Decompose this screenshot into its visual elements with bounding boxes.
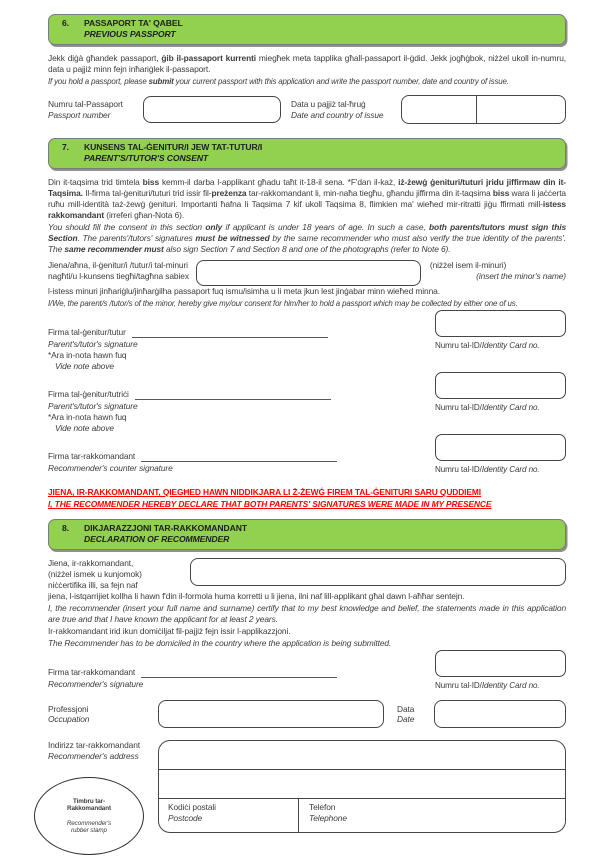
declaration-english: I, THE RECOMMENDER HEREBY DECLARE THAT BOTH PARENTS' SIGNATURES WERE MADE IN MY PRESENCE [48, 499, 492, 509]
declaration-text-maltese-2: Ir-rakkomandant irid ikun domiċiljat fil-pajjiż fejn issir l-applikazzjoni. [48, 626, 291, 636]
recommender-counter-id-card-input[interactable] [435, 434, 566, 461]
section-7-header [48, 138, 566, 169]
parent2-vide-note-english: Vide note above [55, 423, 114, 433]
parent2-id-card-label: Numru tal-ID/Identity Card no. [435, 403, 540, 412]
recommender-counter-id-card-label: Numru tal-ID/Identity Card no. [435, 465, 540, 474]
postcode-label-english: Postcode [168, 812, 203, 823]
postcode-input[interactable] [159, 799, 299, 832]
parent1-vide-note-english: Vide note above [55, 361, 114, 371]
parent1-id-card-label: Numru tal-ID/Identity Card no. [435, 341, 540, 350]
issue-date-country-label: Data u pajjiż tal-ħruġ Date and country of issue [291, 99, 384, 120]
parent2-signature-line[interactable] [135, 390, 331, 400]
section-8-title-english: DECLARATION OF RECOMMENDER [84, 534, 230, 544]
parent2-signature-sublabel: Parent's/tutor's signature [48, 401, 138, 411]
parent2-vide-note-maltese: *Ara in-nota hawn fuq [48, 412, 127, 422]
passport-number-input[interactable] [143, 96, 281, 123]
rubber-stamp-label-maltese: Timbru tar- Rakkomandant [67, 797, 111, 813]
section-8-number: 8. [62, 523, 69, 533]
consent-lead-text: Jiena/aħna, il-ġenitur/i /tutur/i tal-minuri nagħti/u l-kunsens tiegħi/tagħna sabiex [48, 260, 189, 281]
recommender-signature-sublabel: Recommender's signature [48, 679, 144, 689]
recommender-id-card-label: Numru tal-ID/Identity Card no. [435, 681, 540, 690]
recommender-id-card-input[interactable] [435, 650, 566, 677]
occupation-label: Professjoni Occupation [48, 703, 90, 724]
section-6-title-maltese: PASSAPORT TA' QABEL [84, 18, 183, 28]
recommender-counter-signature-group [48, 434, 566, 475]
postcode-label-maltese: Kodiċi postali [168, 802, 216, 812]
section-7-instructions-english: You should fill the consent in this section only if applicant is under 18 years of age. In such a case, both parents/tutors must sign this Section. The parents'/tutors' signatures must be witnessed by the same recommender who must also verify the true identity of the parents'. The same recommender must also sign Section 7 and Section 8 and one of the photographs (refer to Note 6). [48, 222, 566, 254]
recommender-counter-signature-sublabel: Recommender's counter signature [48, 463, 173, 473]
address-label-maltese: Indirizz tar-rakkomandant [48, 740, 140, 750]
consent-continuation-maltese: l-istess minuri jinħariġlu/jinħarġilha passaport fuq ismu/isimha u li meta jkun lest jinġabar minn wieħed minna. [48, 286, 440, 296]
consent-continuation-english: I/We, the parent/s /tutor/s of the minor, hereby give my/our consent for him/her to hold a passport which may be collected by either one of us. [48, 299, 518, 308]
parent1-signature-line[interactable] [132, 328, 328, 338]
section-7-number: 7. [62, 142, 69, 152]
section-6-header [48, 14, 566, 45]
occupation-input[interactable] [158, 700, 384, 728]
occupation-date-row [48, 700, 566, 728]
issue-date-input[interactable] [402, 96, 477, 123]
address-line2-input[interactable] [159, 770, 565, 799]
issue-date-country-box [401, 95, 566, 124]
address-label-english: Recommender's address [48, 751, 139, 761]
parent1-signature-label: Firma tal-ġenitur/tutur [48, 327, 126, 337]
minor-name-note: (niżżel isem il-minuri) (insert the minor's name) [429, 260, 566, 281]
date-label: Data Date [397, 703, 415, 724]
minor-consent-row [48, 260, 566, 286]
rubber-stamp-area [34, 777, 144, 855]
recommender-signature-label: Firma tar-rakkomandant [48, 667, 136, 677]
address-box [158, 740, 566, 833]
parent2-id-card-input[interactable] [435, 372, 566, 399]
date-input[interactable] [434, 700, 566, 728]
rubber-stamp-label-english: Recommender's rubber stamp [66, 819, 112, 834]
declaration-text-maltese-1: jiena, l-istqarrijiet kollha li hawn f'din il-formola huma korretti u li jiena, ilni naf lill-applikant għal dawn l-aħħar sentejn. [48, 591, 465, 601]
telephone-label-english: Telephone [309, 812, 347, 823]
recommender-address-block [48, 740, 566, 855]
recommender-counter-signature-line[interactable] [141, 452, 337, 462]
section-7-title-maltese: KUNSENS TAL-ĠENITUR/I JEW TAT-TUTUR/I [84, 142, 263, 152]
telephone-label-maltese: Telefon [309, 802, 336, 812]
minor-name-input[interactable] [196, 260, 421, 286]
passport-number-label: Numru tal-Passaport Passport number [48, 99, 123, 120]
recommender-counter-signature-label: Firma tar-rakkomandant [48, 451, 136, 461]
declaration-text-english-1: I, the recommender (insert your full name and surname) certify that to my best knowledge and belief, the statements made in this application are true and that I have known the applicant for at least 2 years. [48, 603, 566, 624]
recommender-name-label: Jiena, ir-rakkomandant, (niżżel ismek u kunjomok) niċċertifika illi, sa fejn naf [48, 558, 142, 590]
section-7-title-english: PARENT'S/TUTOR'S CONSENT [84, 153, 209, 163]
section-7-instructions-maltese: Din it-taqsima trid timtela biss kemm-il darba l-applikant għadu taħt it-18-il sena. *F'dan il-każ, iż-żewġ ġenituri/tuturi jridu jiffirmaw din it-Taqsima. Il-firma tal-ġenituri/tuturi trid issir fil-preżenza tar-rakkomandant li, min-naħa tiegħu, għandu jiffirma din it-taqsima biss wara li jaċċerta ruħu mill-identità taż-żewġ ġenituri. Importanti ħafna li Taqsima 7 kif ukoll Taqsima 8, flimkien ma' wieħed mir-ritratti jiġu ffirmati mill-istess rakkomandant (irreferi għan-Nota 6). [48, 177, 567, 220]
previous-passport-fields [48, 95, 566, 124]
section-6-instructions-english: If you hold a passport, please submit your current passport with this application and write the passport number, date and country of issue. [48, 77, 509, 86]
issue-country-input[interactable] [477, 96, 565, 123]
declaration-maltese: JIENA, IR-RAKKOMANDANT, QIEGĦED HAWN NIDDIKJARA LI Ż-ŻEWĠ FIREM TAL-ĠENITURI SARU QUDDIEMI [48, 487, 481, 497]
parent2-signature-group [48, 372, 566, 434]
section-8-title-maltese: DIKJARAZZJONI TAR-RAKKOMANDANT [84, 523, 247, 533]
section-6-number: 6. [62, 18, 69, 28]
recommender-signature-group [48, 650, 566, 691]
telephone-input[interactable] [299, 799, 565, 832]
recommender-name-row [48, 558, 566, 591]
parent1-vide-note-maltese: *Ara in-nota hawn fuq [48, 350, 127, 360]
recommender-signature-line[interactable] [141, 668, 337, 678]
section-6-instructions-maltese: Jekk diġà għandek passaport, ġib il-passaport kurrenti miegħek meta tapplika għall-passaport il-ġdid. Jekk jogħġbok, niżżel ukoll in-numru, data u pajjiż minn fejn inħariġlek il-passaport. [48, 53, 566, 74]
recommender-name-input[interactable] [190, 558, 566, 586]
recommender-declaration-banner [48, 486, 566, 510]
address-line1-input[interactable] [159, 741, 565, 770]
parent2-signature-label: Firma tal-ġenitur/tutriċi [48, 389, 129, 399]
parent1-signature-group [48, 310, 566, 372]
section-8-header [48, 519, 566, 550]
parent1-signature-sublabel: Parent's/tutor's signature [48, 339, 138, 349]
declaration-text-english-2: The Recommender has to be domiciled in the country where the application is being submitted. [48, 638, 392, 648]
section-6-title-english: PREVIOUS PASSPORT [84, 29, 176, 39]
parent1-id-card-input[interactable] [435, 310, 566, 337]
